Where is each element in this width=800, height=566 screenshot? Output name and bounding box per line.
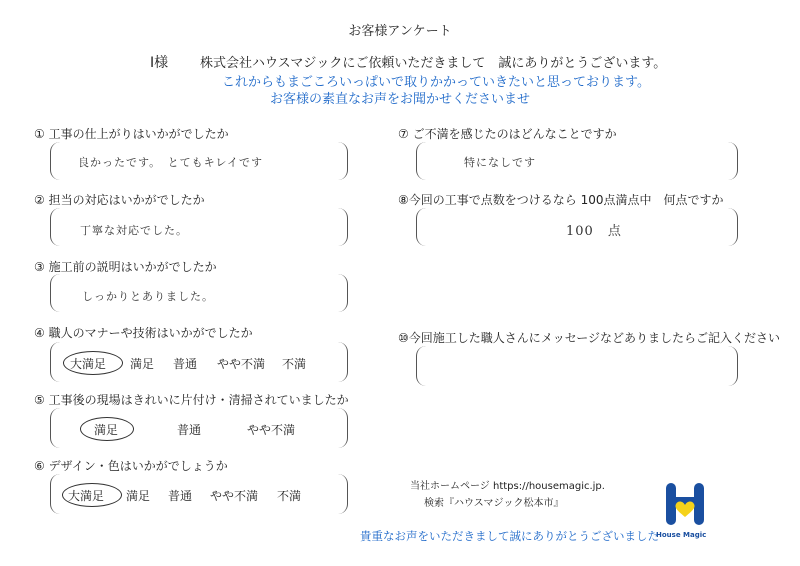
question-2: ② 担当の対応はいかがでしたか xyxy=(34,193,205,207)
option-q5-2[interactable]: 普通 xyxy=(177,423,202,437)
homepage-text: 当社ホームページ https://housemagic.jp. xyxy=(410,481,605,492)
option-q6-4[interactable]: やや不満 xyxy=(210,489,259,503)
option-q4-1[interactable]: 大満足 xyxy=(70,357,107,371)
search-text: 検索『ハウスマジック松本市』 xyxy=(424,498,564,509)
option-q5-1[interactable]: 満足 xyxy=(94,423,119,437)
customer-name: I様 xyxy=(150,55,169,71)
house-magic-logo-icon xyxy=(664,481,706,529)
question-7: ⑦ ご不満を感じたのはどんなことですか xyxy=(398,127,617,141)
question-5: ⑤ 工事後の現場はきれいに片付け・清掃されていましたか xyxy=(34,393,349,407)
logo-text: House Magic xyxy=(656,531,707,539)
option-q6-2[interactable]: 満足 xyxy=(126,489,151,503)
question-3: ③ 施工前の説明はいかがでしたか xyxy=(34,260,217,274)
answer-2: 丁寧な対応でした。 xyxy=(80,224,188,237)
question-10: ⑩今回施工した職人さんにメッセージなどありましたらご記入ください xyxy=(398,331,781,345)
option-q4-2[interactable]: 満足 xyxy=(130,357,155,371)
question-1: ① 工事の仕上がりはいかがでしたか xyxy=(34,127,229,141)
question-6: ⑥ デザイン・色はいかがでしょうか xyxy=(34,459,228,473)
question-8: ⑧今回の工事で点数をつけるなら 100点満点中 何点ですか xyxy=(398,193,724,207)
answer-8: 100 点 xyxy=(566,224,622,239)
option-q6-3[interactable]: 普通 xyxy=(168,489,193,503)
answer-3: しっかりとありました。 xyxy=(82,290,214,303)
option-q4-4[interactable]: やや不満 xyxy=(217,357,266,371)
greeting-line-2: これからもまごころいっぱいで取りかかっていきたいと思っております。 xyxy=(222,75,650,90)
option-q5-3[interactable]: やや不満 xyxy=(247,423,296,437)
greeting-line-1: 株式会社ハウスマジックにご依頼いただきまして 誠にありがとうございます。 xyxy=(200,56,667,71)
option-q4-3[interactable]: 普通 xyxy=(173,357,198,371)
question-4: ④ 職人のマナーや技術はいかがでしたか xyxy=(34,326,253,340)
answer-1: 良かったです。 とてもキレイです xyxy=(78,156,263,169)
option-q4-5[interactable]: 不満 xyxy=(282,357,307,371)
answer-box-10[interactable] xyxy=(416,346,738,386)
house-magic-logo xyxy=(664,481,706,529)
option-q6-5[interactable]: 不満 xyxy=(277,489,302,503)
option-q6-1[interactable]: 大満足 xyxy=(68,489,105,503)
answer-7: 特になしです xyxy=(464,156,536,169)
greeting-line-3: お客様の素直なお声をお聞かせくださいませ xyxy=(270,92,531,107)
page-title: お客様アンケート xyxy=(348,24,452,39)
thanks-text: 貴重なお声をいただきまして誠にありがとうございました xyxy=(360,529,659,543)
